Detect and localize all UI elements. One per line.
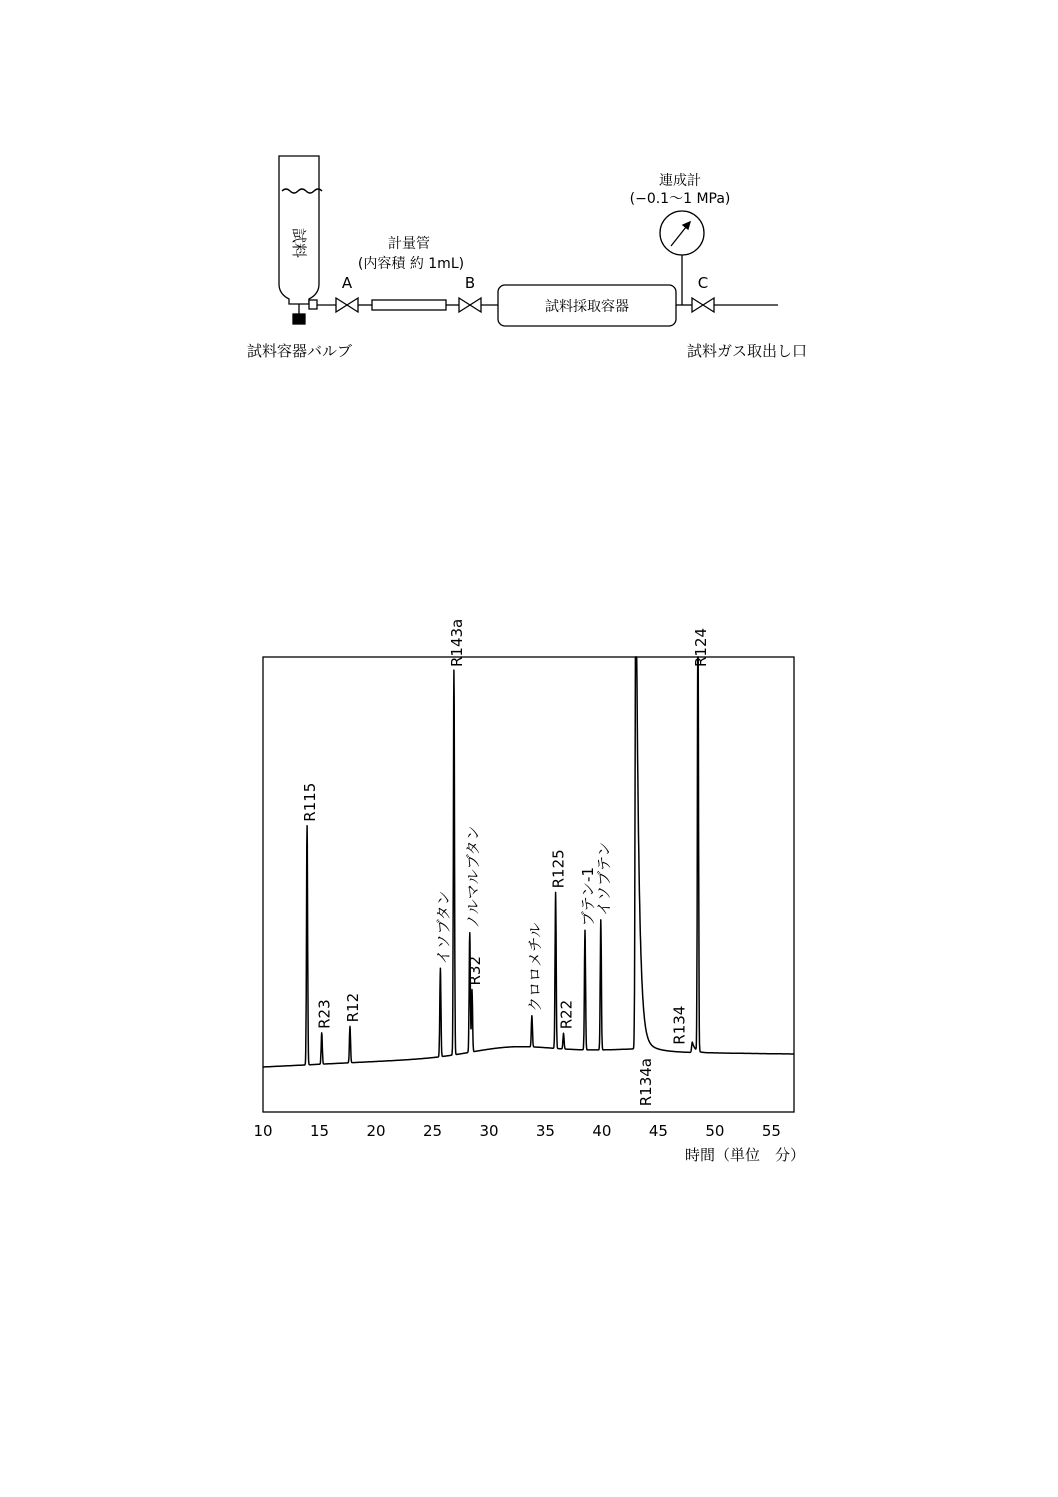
peak-label-14: R124	[692, 627, 710, 667]
sample-label: 試料	[290, 227, 308, 259]
peak-label-0: R115	[301, 782, 320, 822]
peak-label-13: R134	[670, 1005, 689, 1045]
metering-tube-title: 計量管	[388, 236, 430, 252]
x-tick-label-6: 40	[592, 1122, 612, 1140]
x-tick-label-4: 30	[479, 1122, 499, 1140]
x-axis-ticks	[253, 1122, 780, 1140]
x-tick-label-1: 15	[309, 1122, 330, 1140]
x-tick-label-0: 10	[253, 1122, 273, 1140]
gas-outlet-label: 試料ガス取出し口	[687, 342, 808, 360]
x-axis-label: 時間（単位 分）	[684, 1146, 805, 1164]
sampling-container-label: 試料採取容器	[545, 299, 629, 315]
peak-label-3: イソブタン	[434, 890, 453, 965]
x-tick-label-3: 25	[422, 1122, 443, 1140]
gauge-range: (−0.1〜1 MPa)	[629, 191, 731, 207]
peak-label-10: ブテン-1	[579, 866, 597, 927]
x-tick-label-9: 55	[761, 1122, 781, 1140]
peak-label-4: R143a	[447, 618, 466, 667]
valve-b-label: B	[464, 274, 476, 292]
peak-label-8: R125	[549, 849, 568, 889]
x-tick-label-7: 45	[648, 1122, 668, 1140]
peak-label-11: イソブテン	[594, 841, 613, 916]
peak-label-6: R32	[466, 955, 484, 986]
peak-label-1: R23	[315, 999, 334, 1029]
x-tick-label-2: 20	[366, 1122, 386, 1140]
peak-label-7: クロロメチル	[525, 922, 544, 1012]
metering-tube-volume: (内容積 約 1mL)	[357, 256, 465, 272]
peak-label-2: R12	[344, 992, 362, 1023]
peak-label-12: R134a	[636, 1058, 655, 1107]
peak-label-5: ノルマルブタン	[463, 825, 482, 929]
plot-frame	[263, 657, 794, 1112]
x-tick-label-8: 50	[705, 1122, 725, 1140]
valve-c-label: C	[697, 274, 709, 292]
peak-label-9: R22	[557, 999, 576, 1030]
gauge-title: 連成計	[659, 173, 701, 189]
x-tick-label-5: 35	[535, 1122, 555, 1140]
peak-labels	[301, 619, 710, 1107]
cylinder-valve-label: 試料容器バルブ	[247, 342, 353, 360]
valve-a-label: A	[341, 274, 353, 292]
